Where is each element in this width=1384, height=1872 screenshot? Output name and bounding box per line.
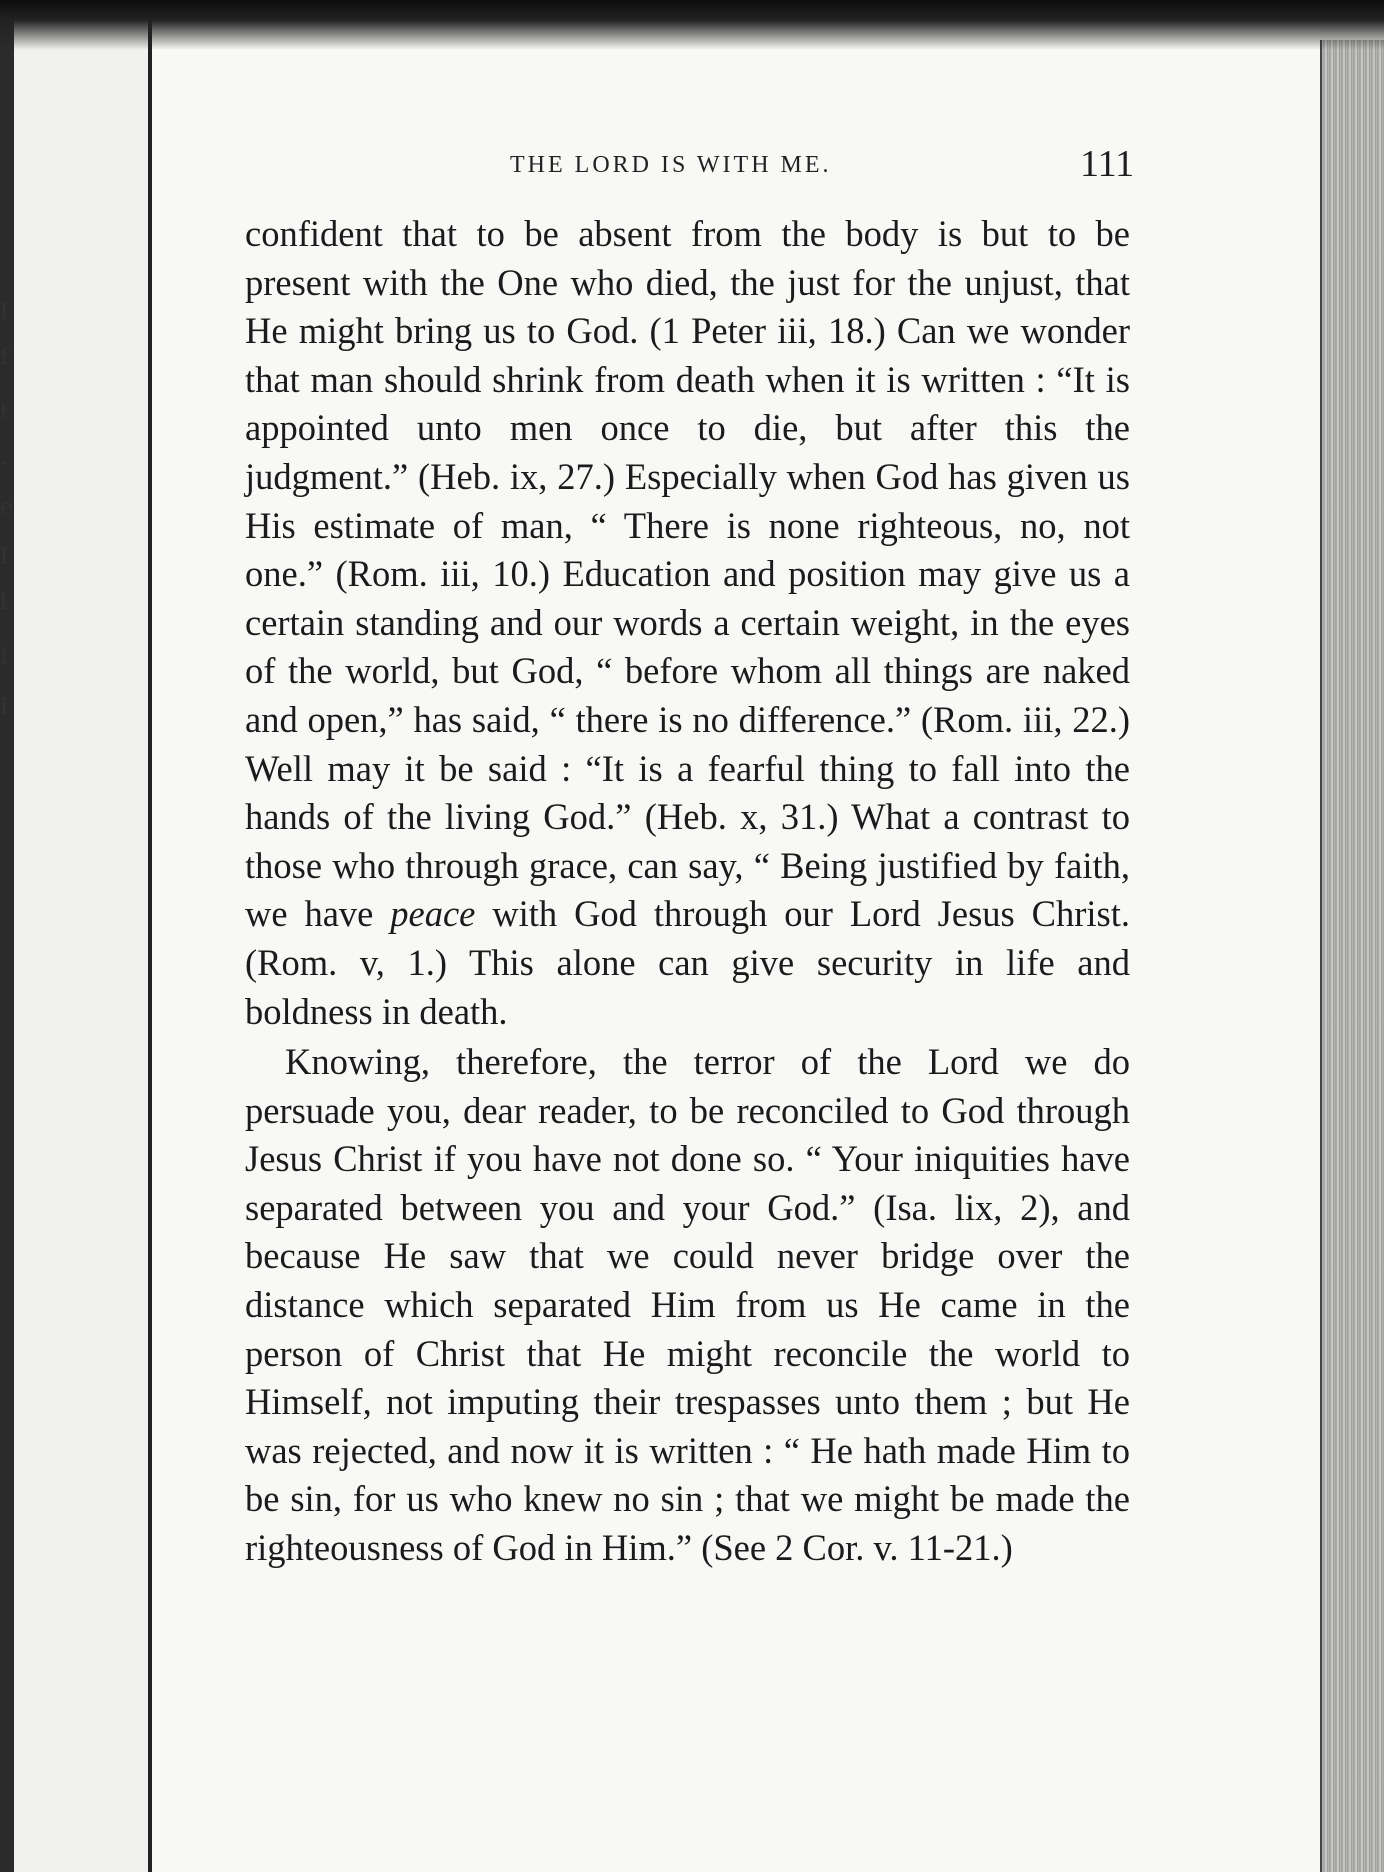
body-text <box>245 210 1130 1573</box>
paragraph-text: with God through our Lord Jesus Christ. (Rom. v, 1.) This alone can give security in life and boldness in death. <box>245 893 1130 1032</box>
emphasized-word: peace <box>390 893 476 935</box>
previous-page-glyph: - <box>0 450 8 475</box>
page-stack-edge <box>1322 40 1384 1872</box>
previous-page-glyph: I <box>0 300 9 325</box>
previous-page-glyph: I <box>0 645 9 670</box>
previous-page-glyph: f <box>0 345 9 370</box>
previous-page-fragment <box>0 0 150 1872</box>
previous-page-edge <box>0 0 14 1872</box>
previous-page-glyph: t <box>0 400 9 425</box>
previous-page-glyph: I <box>0 695 9 720</box>
previous-page-glyph: I <box>0 545 9 570</box>
scan-top-shadow <box>0 0 1384 50</box>
previous-page-glyph: l <box>0 590 8 615</box>
page-number: 111 <box>1080 143 1135 185</box>
paragraph: Knowing, therefore, the terror of the Lord we do persuade you, dear reader, to be reconciled to God through Jesus Christ if you have not done so. “ Your iniquities have separated between you and your God.” (Isa. lix, 2), and because He saw that we could never bridge over the distance which separated Him from us He came in the person of Christ that He might reconcile the world to Himself, not imputing their trespasses unto them ; but He was rejected, and now it is written : “ He hath made Him to be sin, for us who knew no sin ; that we might be made the righteousness of God in Him.” (See 2 Cor. v. 11-21.) <box>245 1041 1130 1569</box>
previous-page-glyph: e <box>0 495 14 520</box>
paragraph <box>245 210 1130 1036</box>
running-head: THE LORD IS WITH ME. <box>510 152 832 178</box>
paragraph-text: confident that to be absent from the body is but to be present with the One who died, the just for the unjust, that He might bring us to God. (1 Peter iii, 18.) Can we wonder that man should shrink from death when it is written : “It is appointed unto men once to die, but after this the judgment.” (Heb. ix, 27.) Especially when God has given us His estimate of man, “ There is none righteous, no, not one.” (Rom. iii, 10.) Education and position may give us a certain standing and our words a certain weight, in the eyes of the world, but God, “ before whom all things are naked and open,” has said, “ there is no difference.” (Rom. iii, 22.) Well may it be said : “It is a fearful thing to fall into the hands of the living God.” (Heb. x, 31.) What a contrast to those who through grace, can say, “ Being justified by faith, we have <box>245 213 1130 935</box>
